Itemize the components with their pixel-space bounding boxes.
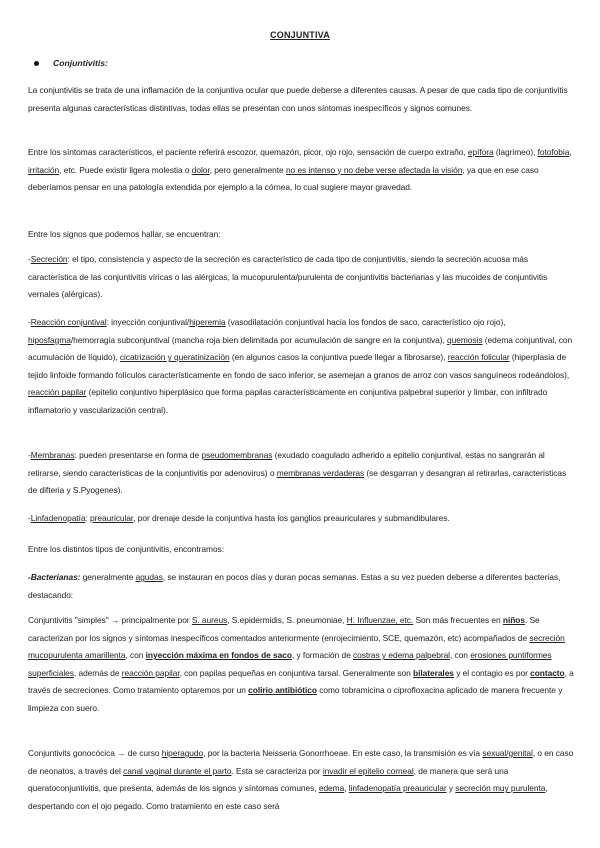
emphasis-text: S. aureus xyxy=(191,615,228,625)
emphasis-text: dolor xyxy=(191,164,210,175)
emphasis-text: inyección máxima en fondos de saco xyxy=(145,650,292,661)
emphasis-text: contacto xyxy=(530,667,565,678)
emphasis-text: reacción folicular xyxy=(447,352,510,363)
page-title: CONJUNTIVA xyxy=(270,30,330,40)
emphasis-text: Membranas xyxy=(30,450,75,460)
emphasis-text: cicatrización y queratinización xyxy=(119,352,230,363)
emphasis-text: fotofobia xyxy=(537,147,570,157)
emphasis-text: reacción papilar xyxy=(121,667,180,678)
emphasis-text: hiposfagma xyxy=(28,334,71,345)
emphasis-text: preauricular xyxy=(90,513,134,523)
emphasis-text: edema xyxy=(318,783,345,794)
emphasis-text: hiperagudo xyxy=(161,748,204,758)
paragraph-signs-intro: Entre los signos que podemos hallar, se encuentran: xyxy=(28,229,221,239)
emphasis-text: quemosis xyxy=(447,334,483,345)
emphasis-text: costras y edema palpebral xyxy=(353,650,450,661)
paragraph-secrecion: -Secreción: el tipo, consistencia y aspecto de la secreción es característico de cada tipo de conjuntivitis, siendo la secreción acuosa más característica de las conjuntivitis víricas o las alérgicas, la mucopurulenta/purulenta de conjuntivitis bacterianas y las mucoides de conjuntivitis vernales (alérgicas). xyxy=(28,254,548,300)
emphasis-text: no es intenso y no debe verse afectada la visión xyxy=(285,164,463,175)
emphasis-text: secreción muy purulenta xyxy=(455,783,546,794)
paragraph-membranas: -Membranas: pueden presentarse en forma de pseudomembranas (exudado coagulado adherido a epitelio conjuntival, estas no sangrarán al retirarse, siendo características de la conjuntivitis por adenovirus) o membranas verdaderas (se desgarran y desangran al retirarlas, características de difteria y S.Pyogenes). xyxy=(28,450,567,496)
paragraph-types-intro: Entre los distintos tipos de conjuntivitis, encontramos: xyxy=(28,544,224,554)
paragraph-reaccion: -Reacción conjuntival: inyección conjuntival/hiperemia (vasodilatación conjuntival hacia los fondos de saco, característico ojo rojo), hiposfagma/hemorragia subconjuntival (mancha roja bien delimitada por acumulación de sangre en la conjuntiva), quemosis (edema conjuntival, con acumulación de líquido), cicatrización y queratinización (en algunos casos la conjuntiva puede llegar a fibrosarse), reacción folicular (hiperplasia de tejido linfoide formando folículos característicamente en fondo de saco inferior, se asemejan a granos de arroz con vasos sanguíneos rodeándolos), reacción papilar (epitelio conjuntivo hiperplásico que forma papilas característicamente en conjuntiva palpebral superior y limbar, con infiltrado inflamatorio y vascularización central). xyxy=(28,317,573,415)
emphasis-text: secreción mucopurulenta amarillenta xyxy=(28,632,565,661)
emphasis-text: reacción papilar xyxy=(28,387,87,398)
bullet-heading xyxy=(34,58,108,68)
emphasis-text: linfadenopatía preauricular xyxy=(348,783,447,794)
paragraph-conj-gonococica: Conjuntivits gonocócica → de curso hiperagudo, por la bacteria Neisseria Gonorrhoeae. En este caso, la transmisión es vía sexual/genital, o en caso de neonatos, a través del canal vaginal durante el parto. Esta se caracteriza por invadir el epitelio corneal, de manera que será una queratoconjuntivitis, que presenta, además de los signos y síntomas comunes, edema, linfadenopatía preauricular y secreción muy purulenta, despertando con el ojo pegado. Como tratamiento en este caso será xyxy=(28,748,574,811)
emphasis-text: hiperemia xyxy=(189,317,226,327)
paragraph-linfadenopatia: -Linfadenopatía: preauricular, por drenaje desde la conjuntiva hasta los ganglios preauriculares y submandibulares. xyxy=(28,513,450,523)
emphasis-text: H. Influenzae, etc. xyxy=(346,615,414,625)
emphasis-text: niños xyxy=(502,615,525,625)
bullet-icon xyxy=(34,61,39,66)
emphasis-text: membranas verdaderas xyxy=(276,467,365,478)
emphasis-text: irritación xyxy=(28,164,60,175)
emphasis-text: -Bacterianas: xyxy=(28,572,81,582)
emphasis-text: agudas xyxy=(135,572,163,582)
bullet-heading-text: Conjuntivitis: xyxy=(53,58,108,68)
emphasis-text: sexual/genital xyxy=(482,748,533,758)
emphasis-text: bilaterales xyxy=(413,667,454,678)
emphasis-text: erosiones puntiformes superficiales xyxy=(28,650,552,678)
emphasis-text: Secreción xyxy=(30,254,68,264)
emphasis-text: canal vaginal durante el parto xyxy=(123,765,232,776)
emphasis-text: colirio antibiótico xyxy=(248,685,317,696)
paragraph-bacterianas: -Bacterianas: generalmente agudas, se instauran en pocos días y duran pocas semanas. Estas a su vez pueden deberse a diferentes bacterias, destacando: xyxy=(28,572,561,600)
emphasis-text: invadir el epitelio corneal xyxy=(322,765,414,776)
paragraph-symptoms: Entre los síntomas característicos, el paciente referirá escozor, quemazón, picor, ojo rojo, sensación de cuerpo extraño, epífora (lagrimeo), fotofobia, irritación, etc. Puede existir ligera molestia o dolor, pero generalmente no es intenso y no debe verse afectada la visión, ya que en ese caso deberíamos pensar en una patología extendida por ejemplo a la córnea, lo cual sugiere mayor gravedad. xyxy=(28,147,572,193)
emphasis-text: Reacción conjuntival xyxy=(30,317,107,327)
paragraph-intro: La conjuntivitis se trata de una inflamación de la conjuntiva ocular que puede deberse a diferentes causas. A pesar de que cada tipo de conjuntivitis presenta algunas características distintivas, todas ellas se presentan con unos síntomas inespecíficos y signos comunes. xyxy=(28,85,568,113)
emphasis-text: epífora xyxy=(467,147,494,157)
emphasis-text: Linfadenopatía xyxy=(30,513,86,523)
paragraph-conj-simples: Conjuntivitis "simples" → principalmente por S. aureus, S.epidermidis, S. pneumoniae, H. Influenzae, etc. Son más frecuentes en niños. Se caracterizan por los signos y síntomas inespecíficos comentados anteriormente (enrojecimiento, SCE, quemazón, etc) acompañados de secreción mucopurulenta amarillenta, con inyección máxima en fondos de saco, y formación de costras y edema palpebral, con erosiones puntiformes superficiales, además de reacción papilar, con papilas pequeñas en conjuntiva tarsal. Generalmente son bilaterales y el contagio es por contacto, a través de secreciones. Como tratamiento optaremos por un colirio antibiótico como tobramicina o ciprofloxacina aplicado de manera frecuente y limpieza con suero. xyxy=(28,615,574,713)
emphasis-text: pseudomembranas xyxy=(201,450,273,460)
